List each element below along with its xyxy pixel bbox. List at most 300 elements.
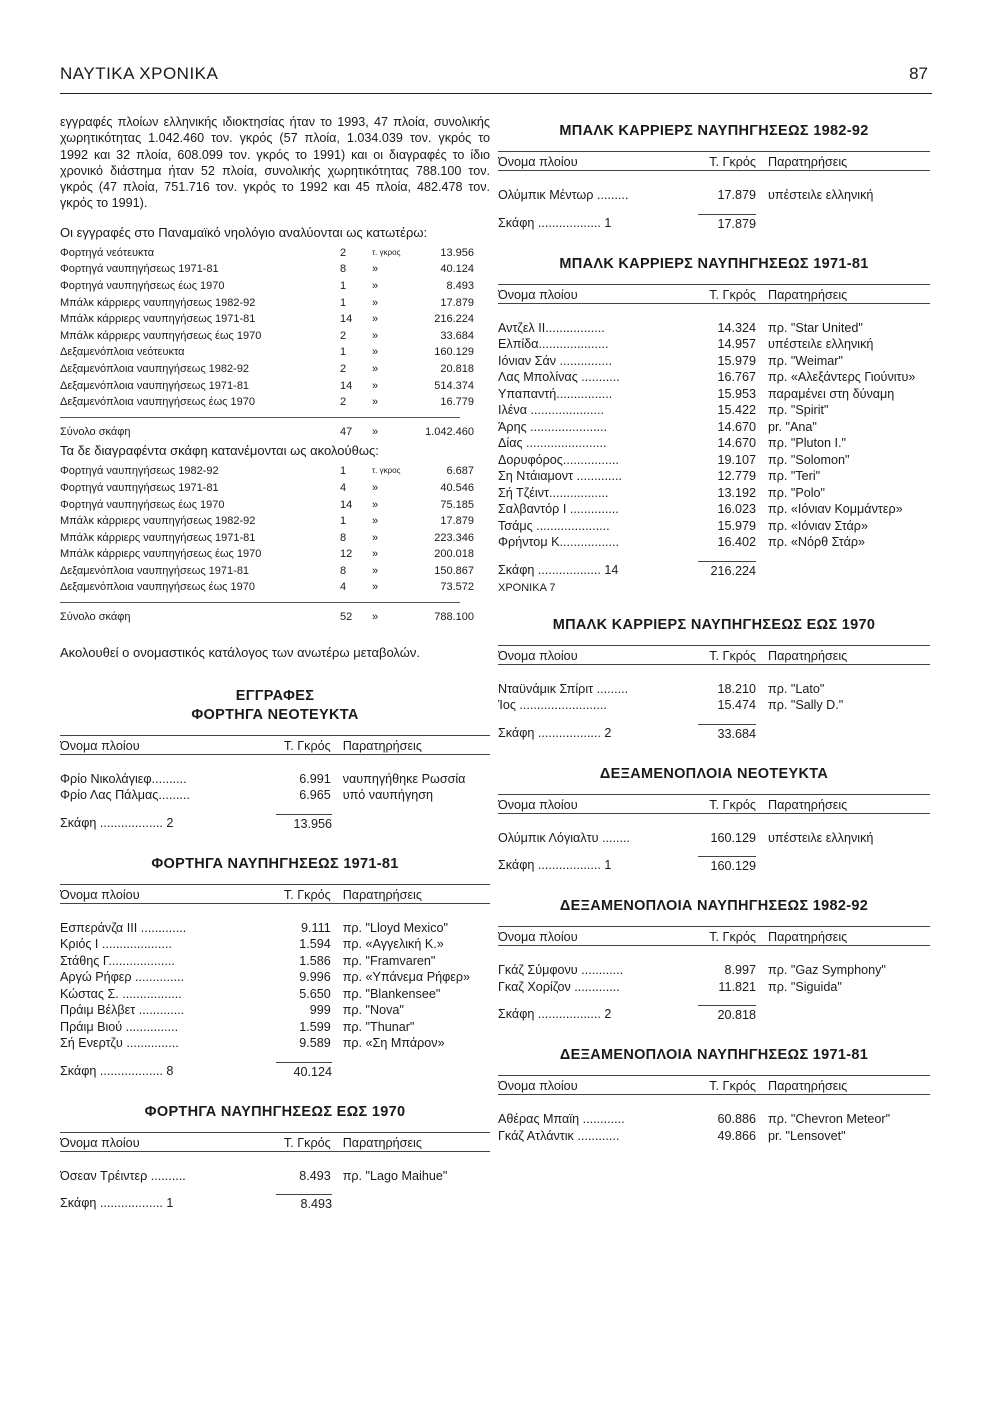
ship-gross: 8.493 xyxy=(299,1168,331,1183)
table-gap xyxy=(498,814,930,830)
section-sum xyxy=(498,561,930,580)
stat-tonnage: 200.018 xyxy=(434,548,474,561)
ship-name: Εσπεράνζα III ............. xyxy=(60,920,187,935)
ship-remarks: πρ. "Lago Maihue" xyxy=(342,1168,448,1183)
ship-section xyxy=(498,897,930,1024)
stat-tonnage: 73.572 xyxy=(440,581,474,594)
deletion-row xyxy=(60,563,490,580)
ship-row xyxy=(60,936,490,953)
ship-name: Γκάζ Ατλάντικ ............ xyxy=(498,1128,620,1143)
ship-name: Ολύμπικ Μέντωρ ......... xyxy=(498,188,629,202)
registrations-stats xyxy=(60,245,490,441)
ship-gross: 1.594 xyxy=(299,937,331,952)
ship-row xyxy=(498,353,930,370)
page-number: 87 xyxy=(909,64,928,83)
table-header xyxy=(498,151,930,171)
section-title: ΦΟΡΤΗΓΑ ΝΑΥΠΗΓΗΣΕΩΣ 1971-81 xyxy=(151,855,399,872)
stat-unit: » xyxy=(372,346,379,359)
stat-count: 8 xyxy=(340,564,347,577)
section-sum xyxy=(60,1062,490,1081)
total-tonnage: 788.100 xyxy=(434,611,474,624)
ship-row xyxy=(60,787,490,804)
header-ship-name: Όνομα πλοίου xyxy=(498,930,578,944)
registration-row xyxy=(60,361,490,378)
ship-gross: 6.991 xyxy=(299,771,331,786)
ship-section xyxy=(60,687,490,833)
header-gross-tonnage: Τ. Γκρός xyxy=(709,1079,756,1093)
stat-unit: » xyxy=(372,296,379,309)
journal-title: ΝΑΥΤΙΚΑ ΧΡΟΝΙΚΑ xyxy=(60,64,219,83)
deletion-total-row xyxy=(60,609,490,626)
sum-label: Σκάφη .................. 2 xyxy=(498,1007,612,1021)
deletion-row xyxy=(60,463,490,480)
section-title: ΜΠΑΛΚ ΚΑΡΡΙΕΡΣ ΝΑΥΠΗΓΗΣΕΩΣ ΕΩΣ 1970 xyxy=(552,616,876,633)
footnote: ΧΡΟΝΙΚΑ 7 xyxy=(498,581,556,594)
sum-gross: 40.124 xyxy=(276,1062,332,1081)
ship-row xyxy=(498,1111,930,1128)
ship-row xyxy=(498,962,930,979)
stat-count: 1 xyxy=(340,465,347,478)
ship-section xyxy=(498,616,930,743)
section-title: ΜΠΑΛΚ ΚΑΡΡΙΕΡΣ ΝΑΥΠΗΓΗΣΕΩΣ 1971-81 xyxy=(559,255,869,272)
ship-name: Δίας ....................... xyxy=(498,436,607,450)
stat-count: 2 xyxy=(340,246,347,259)
ship-name: Αργώ Ρήφερ .............. xyxy=(60,970,185,985)
ship-gross: 60.886 xyxy=(717,1112,756,1126)
deletion-row xyxy=(60,497,490,514)
table-header xyxy=(60,1132,490,1152)
ship-remarks: υπό ναυπήγηση xyxy=(342,788,434,803)
ship-name: Στάθης Γ................... xyxy=(60,953,175,968)
ship-gross: 16.023 xyxy=(717,502,756,516)
stat-label: Φορτηγά νεότευκτα xyxy=(60,246,155,259)
right-ship-sections xyxy=(498,122,930,1144)
stat-count: 14 xyxy=(340,313,353,326)
stat-label: Δεξαμενόπλοια ναυπηγήσεως 1982-92 xyxy=(60,362,250,375)
section-title: ΔΕΞΑΜΕΝΟΠΛΟΙΑ ΝΕΟΤΕΥΚΤΑ xyxy=(599,765,829,782)
registration-row xyxy=(60,295,490,312)
stat-tonnage: 13.956 xyxy=(440,246,474,259)
ship-section xyxy=(498,1046,930,1144)
table-gap xyxy=(498,665,930,681)
section-title: ΕΓΓΡΑΦΕΣ xyxy=(235,687,315,704)
header-ship-name: Όνομα πλοίου xyxy=(498,287,578,302)
ship-name: Φρίο Λας Πάλμας......... xyxy=(60,788,190,803)
sum-label: Σκάφη .................. 1 xyxy=(498,215,612,230)
ship-name: Φρήντομ Κ................. xyxy=(498,535,619,549)
stat-tonnage: 40.124 xyxy=(440,263,474,276)
section-title: ΔΕΞΑΜΕΝΟΠΛΟΙΑ ΝΑΥΠΗΓΗΣΕΩΣ 1971-81 xyxy=(559,1047,869,1063)
ship-remarks: πρ. "Lloyd Mexico" xyxy=(342,920,448,935)
ship-name: Ολύμπικ Λόγιαλτυ ........ xyxy=(498,830,630,845)
deletion-row xyxy=(60,480,490,497)
table-gap xyxy=(498,1095,930,1111)
ship-remarks: πρ. "Siguida" xyxy=(768,979,842,994)
ship-gross: 15.979 xyxy=(717,518,756,533)
stat-tonnage: 33.684 xyxy=(440,329,474,342)
header-gross-tonnage: Τ. Γκρός xyxy=(709,797,756,812)
stat-label: Φορτηγά ναυπηγήσεως 1982-92 xyxy=(60,465,219,478)
ship-name: Κριός Ι .................... xyxy=(60,937,172,952)
ship-name: Γκαζ Χορίζον ............. xyxy=(498,979,620,994)
ship-section xyxy=(60,855,490,1081)
sum-gross: 13.956 xyxy=(276,814,332,833)
header-gross-tonnage: Τ. Γκρός xyxy=(709,930,756,944)
ship-name: Ιλένα ..................... xyxy=(498,403,604,417)
registration-row xyxy=(60,261,490,278)
table-gap xyxy=(60,755,490,771)
sum-gross: 160.129 xyxy=(698,856,756,875)
stat-label: Μπάλκ κάρριερς ναυπηγήσεως 1982-92 xyxy=(60,296,256,309)
sum-gross: 8.493 xyxy=(276,1194,332,1213)
section-sum xyxy=(498,856,930,875)
following-list-note: Ακολουθεί ο ονομαστικός κατάλογος των ανωτέρω μεταβολών. xyxy=(60,644,420,660)
registration-total-row xyxy=(60,424,490,441)
ship-row xyxy=(60,953,490,970)
ship-section xyxy=(498,765,930,876)
table-header xyxy=(498,794,930,814)
ship-gross: 160.129 xyxy=(710,830,756,845)
stat-count: 8 xyxy=(340,263,347,276)
ship-remarks: πρ. "Thunar" xyxy=(342,1019,415,1034)
sum-label: Σκάφη .................. 1 xyxy=(60,1196,174,1211)
stat-unit: » xyxy=(372,515,379,528)
ship-name: Αντζελ ΙΙ................. xyxy=(498,320,605,335)
sum-gross: 17.879 xyxy=(698,214,756,233)
ship-remarks: πρ. "Spirit" xyxy=(768,403,829,417)
total-label: Σύνολο σκάφη xyxy=(60,611,131,624)
section-title: ΔΕΞΑΜΕΝΟΠΛΟΙΑ ΝΑΥΠΗΓΗΣΕΩΣ 1982-92 xyxy=(559,898,869,914)
stat-count: 1 xyxy=(340,296,347,309)
stat-label: Δεξαμενόπλοια νεότευκτα xyxy=(60,346,185,359)
stat-tonnage: 6.687 xyxy=(446,465,474,478)
stat-unit: τ. γκρος xyxy=(372,466,401,476)
ship-gross: 1.599 xyxy=(299,1019,331,1034)
stat-count: 2 xyxy=(340,329,347,342)
ship-gross: 8.997 xyxy=(724,963,756,977)
ship-row xyxy=(60,1035,490,1052)
stat-unit: » xyxy=(372,362,379,375)
ship-gross: 14.670 xyxy=(717,436,756,450)
ship-gross: 49.866 xyxy=(717,1128,756,1143)
ship-remarks: πρ. "Chevron Meteor" xyxy=(768,1112,891,1126)
ship-gross: 1.586 xyxy=(299,953,331,968)
stat-count: 4 xyxy=(340,581,347,594)
stat-unit: » xyxy=(372,548,379,561)
ship-row xyxy=(498,830,930,847)
stat-unit: » xyxy=(372,531,379,544)
ship-row xyxy=(498,534,930,551)
ship-row xyxy=(498,435,930,452)
ship-gross: 9.111 xyxy=(301,920,331,935)
ship-name: Φρίο Νικολάγιεφ.......... xyxy=(60,771,187,786)
ship-gross: 17.879 xyxy=(717,188,756,202)
ship-remarks: πρ. «Αλεξάντερς Γιούνιτυ» xyxy=(768,370,916,384)
stat-label: Μπάλκ κάρριερς ναυπηγήσεως έως 1970 xyxy=(60,548,262,561)
stat-label: Δεξαμενόπλοια ναυπηγήσεως έως 1970 xyxy=(60,396,256,409)
ship-remarks: πρ. «Ση Μπάρον» xyxy=(342,1036,445,1051)
section-sum xyxy=(498,1005,930,1024)
ship-name: Τσάμς ..................... xyxy=(498,518,610,533)
ship-row xyxy=(60,1019,490,1036)
section-title: ΦΟΡΤΗΓΑ ΝΑΥΠΗΓΗΣΕΩΣ ΕΩΣ 1970 xyxy=(144,1103,406,1120)
ship-name: Δορυφόρος................ xyxy=(498,452,619,467)
ship-gross: 18.210 xyxy=(717,681,756,696)
header-ship-name: Όνομα πλοίου xyxy=(60,1135,140,1150)
stat-unit: » xyxy=(372,379,379,392)
total-unit: » xyxy=(372,611,379,624)
ship-remarks: πρ. "Teri" xyxy=(768,469,821,483)
header-ship-name: Όνομα πλοίου xyxy=(498,648,578,663)
ship-remarks: πρ. "Polo" xyxy=(768,485,825,500)
header-ship-name: Όνομα πλοίου xyxy=(498,155,578,169)
stat-count: 1 xyxy=(340,279,347,292)
table-gap xyxy=(498,946,930,962)
ship-gross: 15.422 xyxy=(717,403,756,417)
registration-row xyxy=(60,328,490,345)
ship-row xyxy=(498,402,930,419)
ship-remarks: υπέστειλε ελληνική xyxy=(768,188,874,202)
stat-count: 1 xyxy=(340,346,347,359)
stat-tonnage: 16.779 xyxy=(440,396,474,409)
sum-gross: 33.684 xyxy=(698,724,756,743)
stat-label: Φορτηγά ναυπηγήσεως 1971-81 xyxy=(60,481,219,494)
ship-section xyxy=(60,1103,490,1214)
stat-unit: » xyxy=(372,263,379,276)
ship-remarks: πρ. "Star United" xyxy=(768,320,863,335)
ship-row xyxy=(498,681,930,698)
header-remarks: Παρατηρήσεις xyxy=(768,287,848,302)
ship-name: Ελπίδα.................... xyxy=(498,337,609,351)
ship-gross: 16.402 xyxy=(717,535,756,549)
stat-count: 1 xyxy=(340,515,347,528)
total-count: 52 xyxy=(340,611,353,624)
stat-count: 14 xyxy=(340,498,353,511)
ship-row xyxy=(498,1128,930,1145)
ship-row xyxy=(498,518,930,535)
ship-remarks: πρ. «Ιόνιαν Στάρ» xyxy=(768,518,868,533)
stat-tonnage: 17.879 xyxy=(440,296,474,309)
ship-name: Σαλβαντόρ Ι .............. xyxy=(498,502,619,516)
stat-tonnage: 514.374 xyxy=(434,379,474,392)
sum-label: Σκάφη .................. 2 xyxy=(60,815,174,830)
stat-unit: » xyxy=(372,279,379,292)
stat-label: Φορτηγά ναυπηγήσεως έως 1970 xyxy=(60,498,225,511)
ship-row xyxy=(498,485,930,502)
header-ship-name: Όνομα πλοίου xyxy=(60,887,140,902)
header-ship-name: Όνομα πλοίου xyxy=(498,1079,578,1093)
ship-name: Ίος ......................... xyxy=(498,698,607,712)
ship-row xyxy=(60,771,490,788)
sum-gross: 216.224 xyxy=(698,561,756,580)
stat-label: Μπάλκ κάρριερς ναυπηγήσεως 1971-81 xyxy=(60,531,256,544)
registrations-lead: Οι εγγραφές στο Παναμαϊκό νηολόγιο αναλύονται ως κατωτέρω: xyxy=(60,224,428,240)
stat-unit: τ. γκρος xyxy=(372,247,401,257)
registration-row xyxy=(60,378,490,395)
ship-remarks: πρ. "Sally D." xyxy=(768,698,844,712)
header-remarks: Παρατηρήσεις xyxy=(768,930,848,944)
total-count: 47 xyxy=(340,425,353,438)
stat-count: 12 xyxy=(340,548,353,561)
sum-label: Σκάφη .................. 2 xyxy=(498,725,612,740)
total-unit: » xyxy=(372,425,379,438)
stat-tonnage: 75.185 xyxy=(440,498,474,511)
ship-remarks: ναυπηγήθηκε Ρωσσία xyxy=(342,771,466,786)
ship-section xyxy=(498,255,930,594)
ship-name: Ιόνιαν Σάν ............... xyxy=(498,353,613,368)
sum-label: Σκάφη .................. 8 xyxy=(60,1063,174,1078)
ship-name: Όσεαν Τρέιντερ .......... xyxy=(60,1168,186,1183)
header-gross-tonnage: Τ. Γκρός xyxy=(709,648,756,663)
stat-label: Μπάλκ κάρριερς ναυπηγήσεως έως 1970 xyxy=(60,329,262,342)
section-title: ΜΠΑΛΚ ΚΑΡΡΙΕΡΣ ΝΑΥΠΗΓΗΣΕΩΣ 1982-92 xyxy=(559,123,869,139)
stat-tonnage: 160.129 xyxy=(434,346,474,359)
stat-label: Δεξαμενόπλοια ναυπηγήσεως έως 1970 xyxy=(60,581,256,594)
stat-tonnage: 8.493 xyxy=(446,279,474,292)
ship-remarks: πρ. "Gaz Symphony" xyxy=(768,963,886,977)
ship-row xyxy=(498,468,930,485)
ship-remarks: υπέστειλε ελληνική xyxy=(768,337,874,351)
ship-gross: 14.670 xyxy=(717,419,756,434)
stat-unit: » xyxy=(372,581,379,594)
ship-gross: 11.821 xyxy=(718,979,756,994)
ship-remarks: pr. "Lensovet" xyxy=(768,1128,846,1143)
ship-row xyxy=(60,986,490,1003)
stat-tonnage: 17.879 xyxy=(440,515,474,528)
table-header xyxy=(498,645,930,665)
ship-gross: 14.324 xyxy=(717,320,756,335)
ship-name: Πράιμ Βιού ............... xyxy=(60,1019,179,1034)
ship-gross: 5.650 xyxy=(299,986,331,1001)
ship-gross: 13.192 xyxy=(717,485,756,500)
header-remarks: Παρατηρήσεις xyxy=(342,738,422,753)
ship-remarks: υπέστειλε ελληνική xyxy=(768,830,874,845)
stat-tonnage: 150.867 xyxy=(434,564,474,577)
ship-remarks: παραμένει στη δύναμη xyxy=(768,386,895,401)
header-gross-tonnage: Τ. Γκρός xyxy=(709,287,756,302)
ship-remarks: pr. "Ana" xyxy=(768,419,817,434)
registration-divider xyxy=(60,417,460,418)
header-remarks: Παρατηρήσεις xyxy=(768,155,848,169)
ship-remarks: πρ. "Solomon" xyxy=(768,452,850,467)
ship-remarks: πρ. «Υπάνεμα Ρήφερ» xyxy=(342,970,471,985)
ship-name: Σή Ενερτζυ ............... xyxy=(60,1036,179,1051)
header-gross-tonnage: Τ. Γκρός xyxy=(283,1135,331,1150)
section-sum xyxy=(60,1194,490,1213)
section-sum xyxy=(498,724,930,743)
table-gap xyxy=(498,304,930,320)
table-header xyxy=(60,884,490,904)
ship-name: Γκάζ Σύμφονυ ............ xyxy=(498,963,624,977)
stat-label: Φορτηγά ναυπηγήσεως έως 1970 xyxy=(60,279,225,292)
stat-unit: » xyxy=(372,564,379,577)
ship-name: Κώστας Σ. ................. xyxy=(60,986,182,1001)
table-header xyxy=(498,926,930,946)
ship-row xyxy=(498,501,930,518)
ship-row xyxy=(498,452,930,469)
left-ship-sections xyxy=(60,687,490,1214)
deletion-row xyxy=(60,513,490,530)
section-sum xyxy=(60,814,490,833)
header-ship-name: Όνομα πλοίου xyxy=(60,738,140,753)
stat-tonnage: 216.224 xyxy=(434,313,474,326)
stat-label: Δεξαμενόπλοια ναυπηγήσεως 1971-81 xyxy=(60,379,250,392)
registration-row xyxy=(60,344,490,361)
ship-row xyxy=(60,920,490,937)
stat-tonnage: 20.818 xyxy=(440,362,474,375)
stat-unit: » xyxy=(372,313,379,326)
section-sum xyxy=(498,214,930,233)
stat-count: 14 xyxy=(340,379,353,392)
ship-row xyxy=(498,320,930,337)
ship-remarks: πρ. "Weimar" xyxy=(768,353,843,368)
table-header xyxy=(498,284,930,304)
stat-count: 8 xyxy=(340,531,347,544)
ship-gross: 15.953 xyxy=(717,386,756,401)
stat-unit: » xyxy=(372,396,379,409)
table-gap xyxy=(60,904,490,920)
sum-gross: 20.818 xyxy=(698,1005,756,1024)
deletion-row xyxy=(60,530,490,547)
sum-label: Σκάφη .................. 14 xyxy=(498,562,619,577)
stat-label: Δεξαμενόπλοια ναυπηγήσεως 1971-81 xyxy=(60,564,250,577)
stat-count: 2 xyxy=(340,396,347,409)
sum-label: Σκάφη .................. 1 xyxy=(498,858,612,872)
ship-name: Άρης ...................... xyxy=(498,419,608,434)
ship-gross: 12.779 xyxy=(717,469,756,483)
ship-section xyxy=(498,122,930,233)
ship-name: Ση Ντάιαμοντ ............. xyxy=(498,469,623,483)
ship-remarks: πρ. "Pluton I." xyxy=(768,436,846,450)
total-tonnage: 1.042.460 xyxy=(425,425,474,438)
ship-row xyxy=(498,697,930,714)
header-remarks: Παρατηρήσεις xyxy=(768,797,848,812)
ship-remarks: πρ. «Αγγελική Κ.» xyxy=(342,937,444,952)
header-gross-tonnage: Τ. Γκρός xyxy=(709,155,756,169)
stat-label: Μπάλκ κάρριερς ναυπηγήσεως 1982-92 xyxy=(60,515,256,528)
ship-row xyxy=(498,419,930,436)
ship-gross: 15.474 xyxy=(717,698,756,712)
stat-unit: » xyxy=(372,481,379,494)
registration-row xyxy=(60,311,490,328)
ship-row xyxy=(498,979,930,996)
ship-row xyxy=(498,386,930,403)
ship-remarks: πρ. «Ιόνιαν Κομμάντερ» xyxy=(768,502,903,516)
stat-unit: » xyxy=(372,498,379,511)
stat-tonnage: 223.346 xyxy=(434,531,474,544)
ship-remarks: πρ. "Blankensee" xyxy=(342,986,441,1001)
ship-remarks: πρ. "Nova" xyxy=(342,1003,404,1018)
right-column xyxy=(498,114,930,1144)
table-header xyxy=(60,735,490,755)
stat-unit: » xyxy=(372,329,379,342)
stat-label: Μπάλκ κάρριερς ναυπηγήσεως 1971-81 xyxy=(60,313,256,326)
ship-gross: 14.957 xyxy=(717,337,756,351)
table-header xyxy=(498,1075,930,1095)
header-remarks: Παρατηρήσεις xyxy=(342,887,422,902)
ship-remarks: πρ. "Framvaren" xyxy=(342,953,436,968)
stat-tonnage: 40.546 xyxy=(440,481,474,494)
section-title: ΦΟΡΤΗΓΑ ΝΕΟΤΕΥΚΤΑ xyxy=(191,706,359,723)
intro-paragraph: εγγραφές πλοίων ελληνικής ιδιοκτησίας ήταν το 1993, 47 πλοία, συνολικής χωρητικότητας 1.042.460 τον. γκρός (57 πλοία, 1.034.039 τον. γκρός το 1992 και 32 πλοία, 608.099 τον. γκρός το 1991) και οι διαγραφές το ίδιο χρονικό διάστημα ήταν 52 πλοία, συνολικής χωρητικότητας 788.100 τον. γκρός (47 πλοία, 751.716 τον. γκρός το 1992 και 45 πλοία, 482.478 τον. γκρός το 1991). xyxy=(60,115,490,211)
stat-count: 2 xyxy=(340,362,347,375)
deletion-divider xyxy=(60,602,460,603)
table-gap xyxy=(498,171,930,187)
stat-count: 4 xyxy=(340,481,347,494)
left-column xyxy=(60,114,490,1213)
ship-gross: 999 xyxy=(309,1003,331,1018)
registration-row xyxy=(60,278,490,295)
